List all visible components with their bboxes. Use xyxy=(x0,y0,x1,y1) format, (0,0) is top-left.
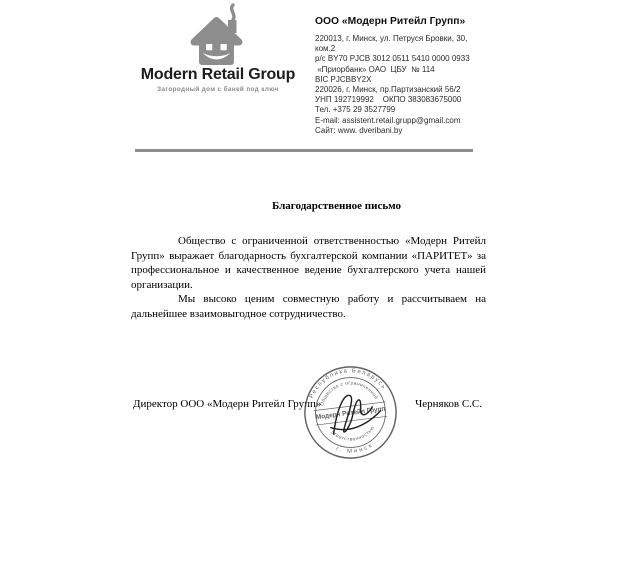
header-divider xyxy=(135,149,473,152)
stamp-outer-top-text: Республика Беларусь xyxy=(308,368,388,400)
company-detail-line: 220013, г. Минск, ул. Петруся Бровки, 30, xyxy=(315,34,468,43)
smoke-icon xyxy=(232,5,234,22)
stamp-outer-bottom-text: г. Минск xyxy=(335,441,375,455)
house-body-shape xyxy=(199,39,234,65)
stamp-center-text: Модерн Ритейл Групп xyxy=(315,405,390,422)
window-left-shape xyxy=(206,44,212,50)
company-detail-line: BIC PJCBBY2X xyxy=(315,74,372,84)
letter-title: Благодарственное письмо xyxy=(272,200,402,212)
signatory-title: Директор ООО «Модерн Ритейл Групп» xyxy=(133,398,322,410)
company-detail-line: «Приорбанк» ОАО ЦБУ № 114 xyxy=(315,64,435,74)
company-detail-line: Сайт: www. dveribani.by xyxy=(315,125,403,135)
company-detail-line: р/с BY70 PJCB 3012 0511 5410 0000 0933 xyxy=(315,54,470,64)
stamp-inner-top-text: Общество с ограниченной xyxy=(320,381,379,407)
company-details xyxy=(315,16,493,136)
logo-tagline: Загородный дом с баней под ключ xyxy=(157,86,279,93)
company-detail-line: E-mail: assistent.retail.grupp@gmail.com xyxy=(315,115,461,125)
company-logo xyxy=(133,3,303,93)
letter-paragraph: Мы высоко ценим совместную работу и рассчитываем на дальнейшее взаимовыгодное сотрудничество. xyxy=(131,293,486,320)
company-stamp-icon xyxy=(296,358,404,466)
house-logo-icon xyxy=(185,3,251,65)
letter-body xyxy=(131,234,486,322)
company-detail-line: ком.2 xyxy=(315,44,336,54)
company-detail-line: УНП 192719992 ОКПО 383083675000 xyxy=(315,95,462,105)
logo-name: Modern Retail Group xyxy=(140,66,296,83)
letter-paragraph: Общество с ограниченной ответственностью «Модерн Ритейл Групп» выражает благодарность бухгалтерской компании «ПАРИТЕТ» за профессиональное и качественное ведение бухгалтерского учета нашей организации. xyxy=(131,235,486,291)
window-right-shape xyxy=(221,44,227,50)
company-name: ООО «Модерн Ритейл Групп» xyxy=(315,16,466,27)
company-detail-line: Тел. +375 29 3527799 xyxy=(315,105,396,115)
stamp-inner-bottom-text: ответственностью xyxy=(329,425,377,443)
signatory-name: Черняков С.С. xyxy=(415,398,482,410)
company-detail-line: 220026, г. Минск, пр.Партизанский 56/2 xyxy=(315,85,461,95)
